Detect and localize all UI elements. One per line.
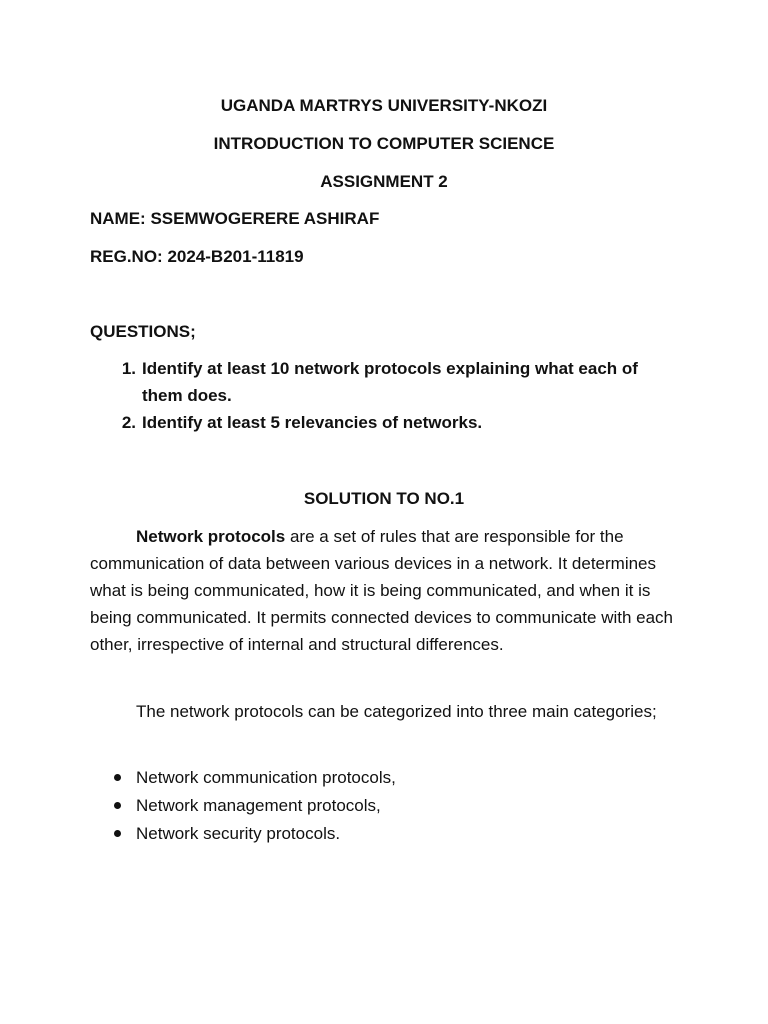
category-text: Network security protocols. — [136, 823, 341, 843]
assignment-title: ASSIGNMENT 2 — [320, 172, 448, 191]
bullet-icon — [114, 802, 121, 809]
questions-heading: QUESTIONS; — [90, 322, 196, 341]
question-text: Identify at least 5 relevancies of networks. — [142, 413, 483, 432]
list-item — [90, 355, 670, 409]
questions-list — [90, 355, 670, 436]
category-text: Network communication protocols, — [136, 767, 396, 787]
category-text: Network management protocols, — [136, 795, 381, 815]
bullet-icon — [114, 774, 121, 781]
list-item — [90, 791, 396, 819]
definition-paragraph — [90, 523, 676, 658]
paragraph-text: are a set of rules that are responsible for the communication of data between various devices in a network. It determines what is being communicated, how it is being communicated, and when it is being communicated. It permits connected devices to communicate with each other, irrespective of internal and structural differences. — [90, 527, 674, 654]
university-title: UGANDA MARTRYS UNIVERSITY-NKOZI — [220, 96, 548, 115]
bullet-icon — [114, 830, 121, 837]
course-title: INTRODUCTION TO COMPUTER SCIENCE — [213, 134, 555, 153]
bold-term: Network protocols — [136, 527, 286, 546]
student-name: NAME: SSEMWOGERERE ASHIRAF — [90, 209, 380, 228]
question-number: 1. — [121, 359, 136, 378]
categories-list — [90, 763, 396, 847]
list-item — [90, 409, 670, 436]
list-item — [90, 819, 396, 847]
solution-heading: SOLUTION TO NO.1 — [303, 489, 465, 508]
list-item — [90, 763, 396, 791]
student-reg-no: REG.NO: 2024-B201-11819 — [90, 247, 304, 266]
question-text: Identify at least 10 network protocols explaining what each of them does. — [142, 359, 638, 405]
question-number: 2. — [121, 413, 136, 432]
categories-intro-paragraph: The network protocols can be categorized into three main categories; — [136, 702, 657, 721]
